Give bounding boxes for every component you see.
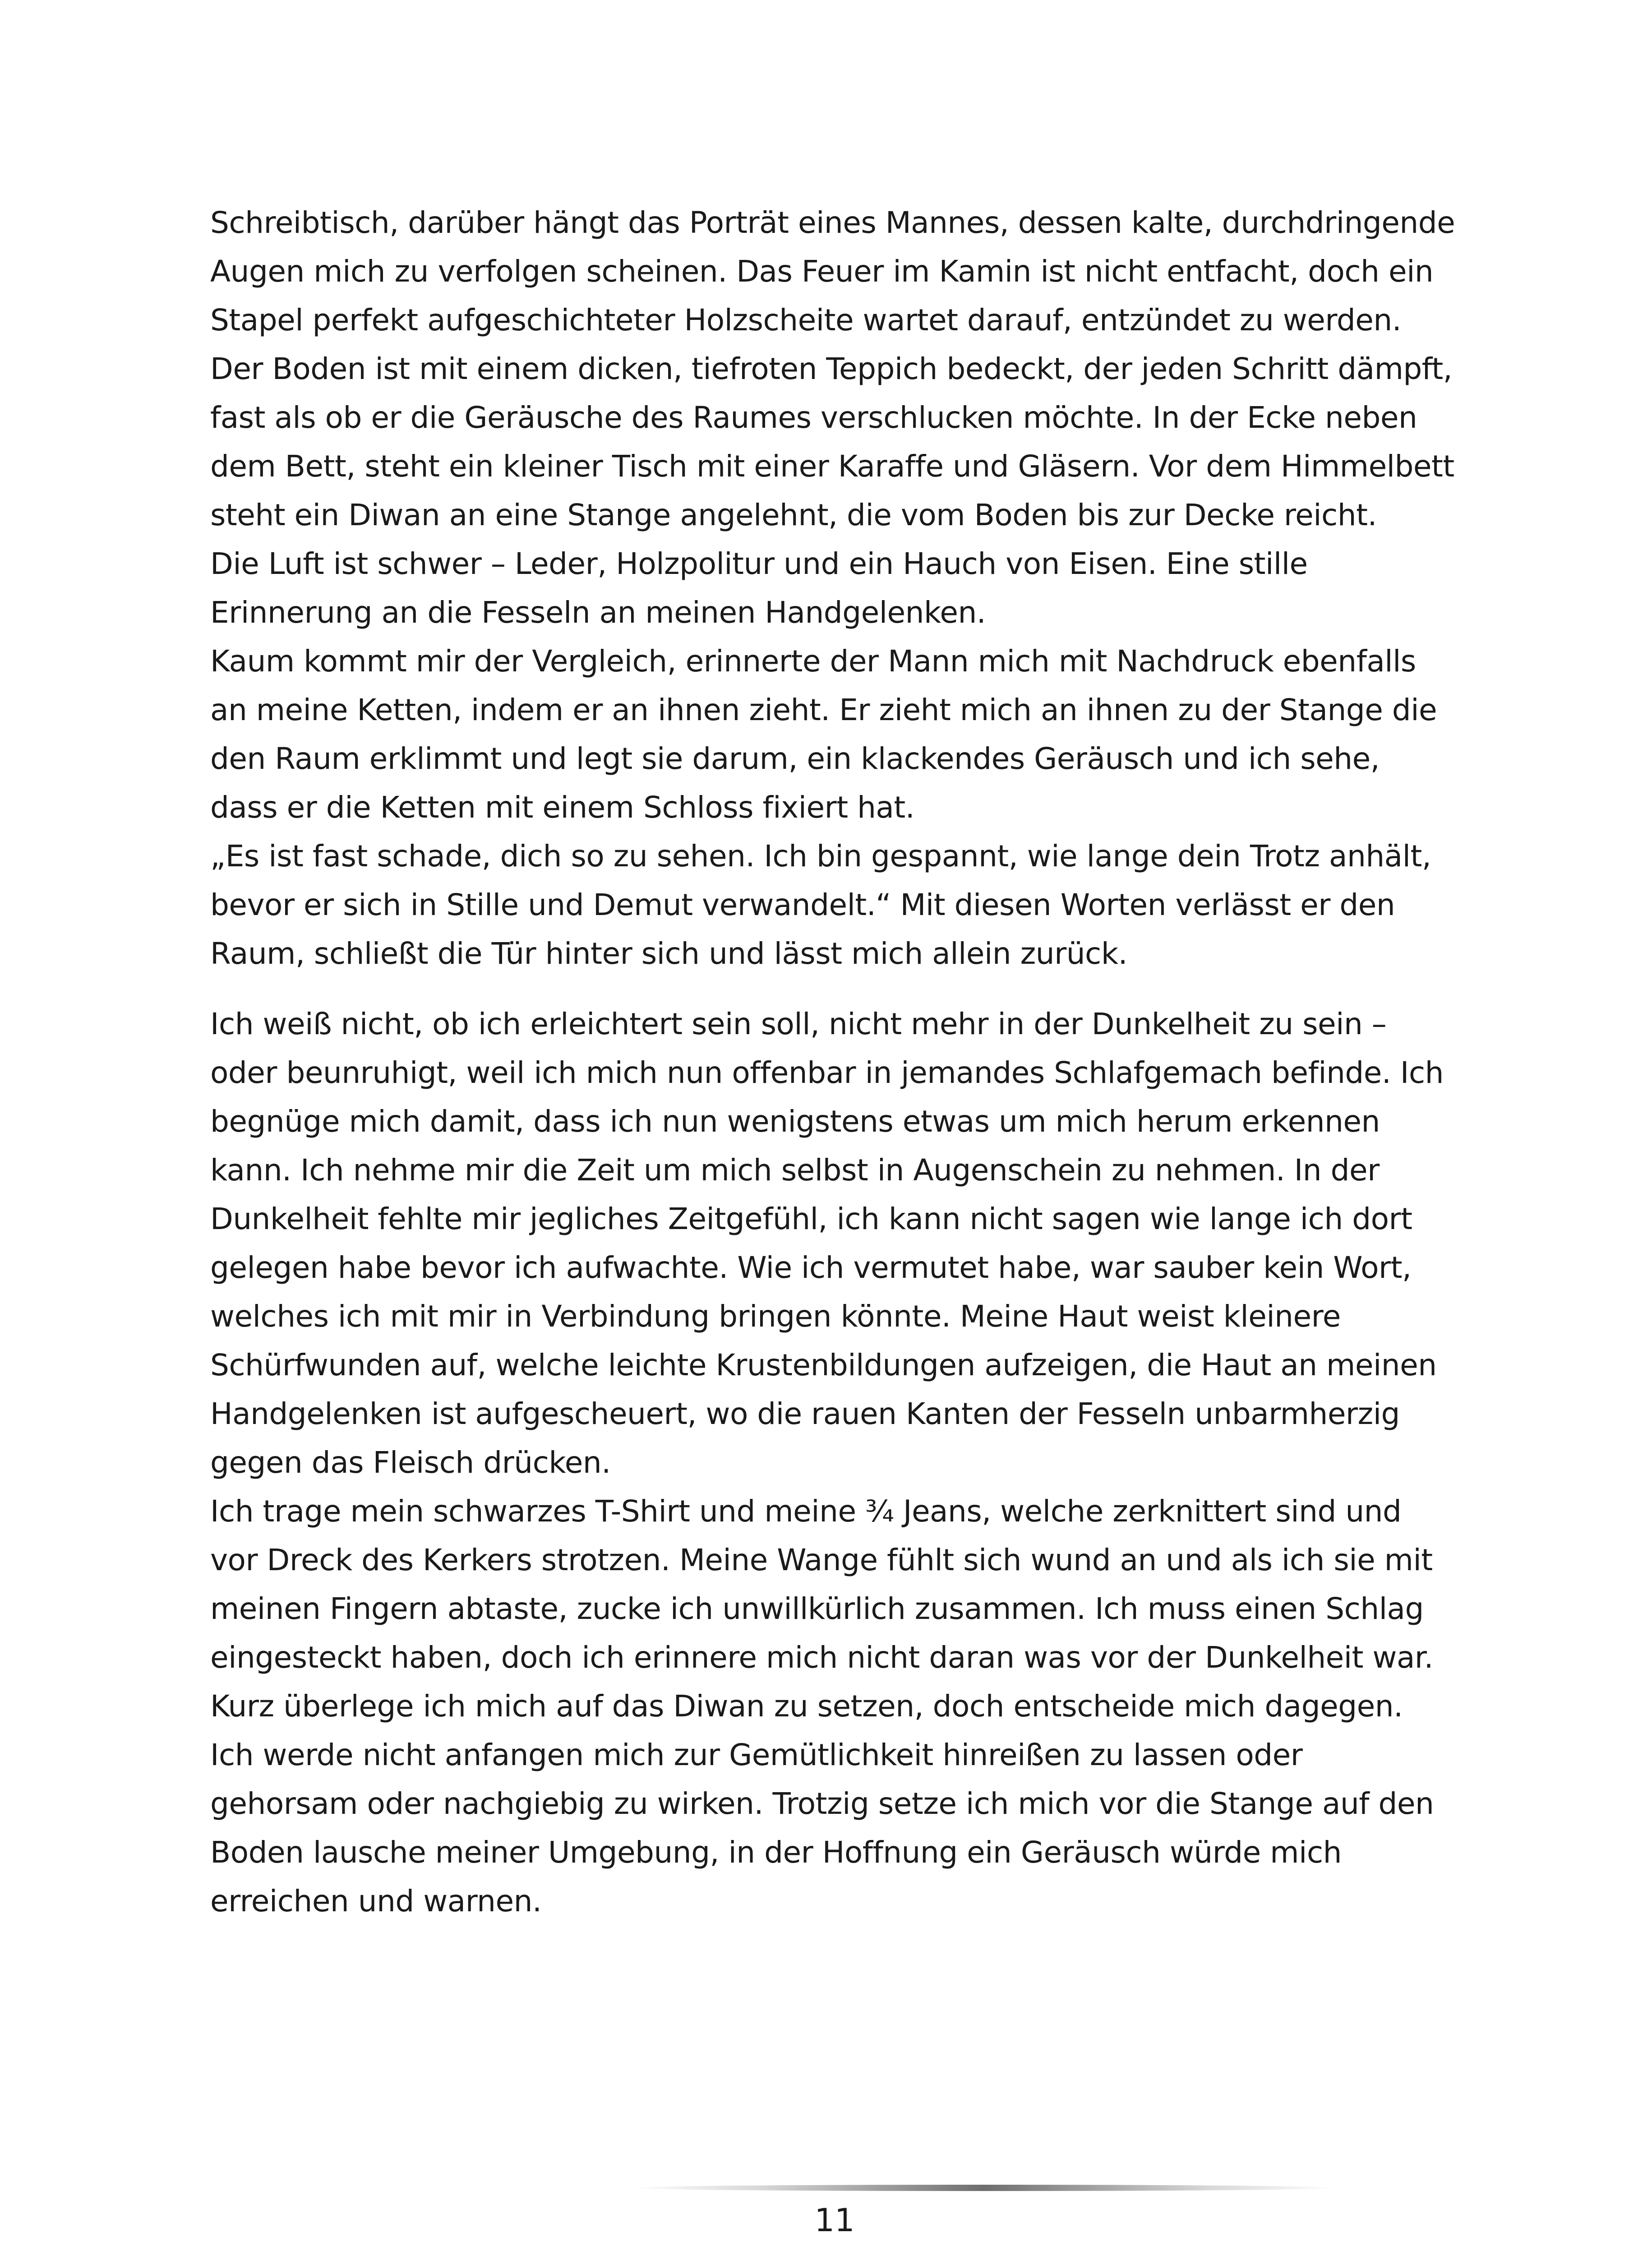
paragraph-6: Ich weiß nicht, ob ich erleichtert sein soll, nicht mehr in der Dunkelheit zu sein – oder beunruhigt, weil ich mich nun offenbar in jemandes Schlafgemach befinde. Ich begnüge mich damit, dass ich nun wenigstens etwas um mich herum erkennen kann. Ich nehme mir die Zeit um mich selbst in Augenschein zu nehmen. In der Dunkelheit fehlte mir jegliches Zeitgefühl, ich kann nicht sagen wie lange ich dort gelegen habe bevor ich aufwachte. Wie ich vermutet habe, war sauber kein Wort, welches ich mit mir in Verbindung bringen könnte. Meine Haut weist kleinere Schürfwunden auf, welche leichte Krustenbildungen aufzeigen, die Haut an meinen Handgelenken ist aufgescheuert, wo die rauen Kanten der Fesseln unbarmherzig gegen das Fleisch drücken. xyxy=(210,1007,1444,1480)
page-number: 11 xyxy=(814,2202,855,2239)
paragraph-2: Der Boden ist mit einem dicken, tiefroten Teppich bedeckt, der jeden Schritt dämpft, fast als ob er die Geräusche des Raumes verschlucken möchte. In der Ecke neben dem Bett, steht ein kleiner Tisch mit einer Karaffe und Gläsern. Vor dem Himmelbett steht ein Diwan an eine Stange angelehnt, die vom Boden bis zur Decke reicht. xyxy=(210,351,1454,532)
paragraph-4: Kaum kommt mir der Vergleich, erinnerte der Mann mich mit Nachdruck ebenfalls an meine Ketten, indem er an ihnen zieht. Er zieht mich an ihnen zu der Stange die den Raum erklimmt und legt sie darum, ein klackendes Geräusch und ich sehe, dass er die Ketten mit einem Schloss fixiert hat. xyxy=(210,644,1437,825)
paragraph-1: Schreibtisch, darüber hängt das Porträt eines Mannes, dessen kalte, durchdringende Augen mich zu verfolgen scheinen. Das Feuer im Kamin ist nicht entfacht, doch ein Stapel perfekt aufgeschichteter Holzscheite wartet darauf, entzündet zu werden. xyxy=(210,205,1455,337)
footer-divider xyxy=(632,2185,1335,2191)
body-text xyxy=(210,199,1455,1926)
paragraph-7: Ich trage mein schwarzes T-Shirt und meine ¾ Jeans, welche zerknittert sind und vor Dreck des Kerkers strotzen. Meine Wange fühlt sich wund an und als ich sie mit meinen Fingern abtaste, zucke ich unwillkürlich zusammen. Ich muss einen Schlag eingesteckt haben, doch ich erinnere mich nicht daran was vor der Dunkelheit war. Kurz überlege ich mich auf das Diwan zu setzen, doch entscheide mich dagegen. Ich werde nicht anfangen mich zur Gemütlichkeit hinreißen zu lassen oder gehorsam oder nachgiebig zu wirken. Trotzig setze ich mich vor die Stange auf den Boden lausche meiner Umgebung, in der Hoffnung ein Geräusch würde mich erreichen und warnen. xyxy=(210,1494,1434,1919)
paragraph-3: Die Luft ist schwer – Leder, Holzpolitur und ein Hauch von Eisen. Eine stille Erinnerung an die Fesseln an meinen Handgelenken. xyxy=(210,546,1308,630)
paragraph-5: „Es ist fast schade, dich so zu sehen. Ich bin gespannt, wie lange dein Trotz anhält, bevor er sich in Stille und Demut verwandelt.“ Mit diesen Worten verlässt er den Raum, schließt die Tür hinter sich und lässt mich allein zurück. xyxy=(210,839,1431,971)
